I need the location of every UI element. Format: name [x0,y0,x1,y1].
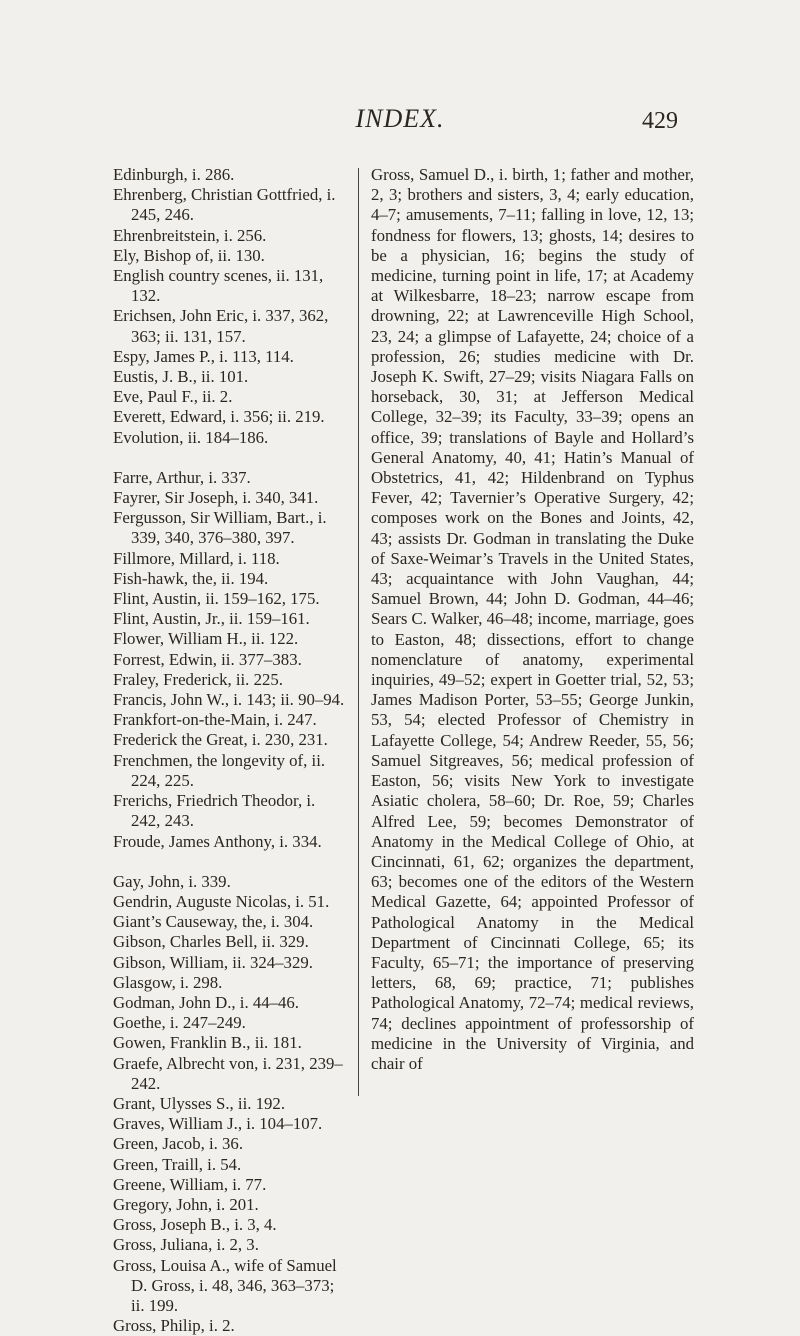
index-entry: Erichsen, John Eric, i. 337, 362, 363; ii. 131, 157. [113,306,329,346]
right-column [371,165,694,1074]
index-entry: Goethe, i. 247–249. [113,1013,246,1033]
index-entry: Fergusson, Sir William, Bart., i. 339, 340, 376–380, 397. [113,508,327,548]
index-entry: Gay, John, i. 339. [113,871,231,891]
index-entry: Fillmore, Millard, i. 118. [113,548,280,568]
index-entry: Eve, Paul F., ii. 2. [113,387,233,407]
index-entry: Graves, William J., i. 104–107. [113,1114,323,1134]
index-entry: Flower, William H., ii. 122. [113,629,299,649]
index-entry: Green, Jacob, i. 36. [113,1134,244,1154]
index-entry: Evolution, ii. 184–186. [113,427,269,447]
index-group-f [113,468,345,852]
index-entry: Francis, John W., i. 143; ii. 90–94. [113,690,345,710]
left-column [113,165,345,1336]
index-entry: Gregory, John, i. 201. [113,1194,259,1214]
index-entry: Ely, Bishop of, ii. 130. [113,245,265,265]
group-gap [113,448,345,468]
index-entry: Gowen, Franklin B., ii. 181. [113,1033,302,1053]
index-entry: Gross, Louisa A., wife of Samuel D. Gross, i. 48, 346, 363–373; ii. 199. [113,1255,337,1315]
index-entry: Gross, Joseph B., i. 3, 4. [113,1215,277,1235]
gross-samuel-entry: Gross, Samuel D., i. birth, 1; father and mother, 2, 3; brothers and sisters, 3, 4; early education, 4–7; amusements, 7–11; falling in love, 12, 13; fondness for flowers, 13; ghosts, 14; desires to be a physician, 16; begins the study of medicine, turning point in life, 17; at Academy at Wilkesbarre, 18–23; narrow escape from drowning, 22; at Lawrenceville High School, 23, 24; a glimpse of Lafayette, 24; choice of a profession, 26; studies medicine with Dr. Joseph K. Swift, 27–29; visits Niagara Falls on horseback, 30, 31; at Jefferson Medical College, 32–39; its Faculty, 33–39; opens an office, 39; translations of Bayle and Hollard’s General Anatomy, 40, 41; Hatin’s Manual of Obstetrics, 41, 42; Hildenbrand on Typhus Fever, 42; Tavernier’s Operative Surgery, 42; composes work on the Bones and Joints, 42, 43; assists Dr. Godman in translating the Duke of Saxe-Weimar’s Travels in the United States, 43; acquaintance with John Vaughan, 44; Samuel Brown, 44; John D. Godman, 44–46; Sears C. Walker, 46–48; income, marriage, goes to Easton, 48; dissections, effort to change nomenclature of anatomy, experimental inquiries, 49–52; expert in Goetter trial, 52, 53; James Madison Porter, 53–55; George Junkin, 53, 54; elected Professor of Chemistry in Lafayette College, 54; Andrew Reeder, 55, 56; Samuel Sitgreaves, 56; medical profession of Easton, 56; visits New York to investigate Asiatic cholera, 58–60; Dr. Roe, 59; Charles Alfred Lee, 59; becomes Demonstrator of Anatomy in the Medical College of Ohio, at Cincinnati, 61, 62; organizes the department, 63; becomes one of the editors of the Western Medical Gazette, 64; appointed Professor of Pathological Anatomy in the Medical Department of Cincinnati College, 65; its Faculty, 65–71; the importance of preserving letters, 68, 69; practice, 71; publishes Pathological Anatomy, 72–74; medical reviews, 74; declines appointment of professorship of medicine in the University of Virginia, and chair of [371,165,694,1073]
running-head: INDEX. [355,104,445,133]
index-entry: Frankfort-on-the-Main, i. 247. [113,710,317,730]
group-gap [113,852,345,872]
index-entry: Gross, Juliana, i. 2, 3. [113,1235,259,1255]
index-entry: Giant’s Causeway, the, i. 304. [113,912,314,932]
index-entry: Gibson, William, ii. 324–329. [113,952,313,972]
index-entry: Greene, William, i. 77. [113,1174,267,1194]
index-entry: Frenchmen, the longevity of, ii. 224, 225. [113,750,326,790]
index-entry: Everett, Edward, i. 356; ii. 219. [113,407,325,427]
index-entry: Espy, James P., i. 113, 114. [113,346,294,366]
index-entry: Ehrenbreitstein, i. 256. [113,225,267,245]
index-entry: Frerichs, Friedrich Theodor, i. 242, 243. [113,791,316,831]
index-entry: Gendrin, Auguste Nicolas, i. 51. [113,891,330,911]
index-entry: Flint, Austin, Jr., ii. 159–161. [113,609,310,629]
column-divider [358,168,359,1096]
index-entry: Frederick the Great, i. 230, 231. [113,730,328,750]
index-entry: Eustis, J. B., ii. 101. [113,367,249,387]
index-entry: Fraley, Frederick, ii. 225. [113,669,283,689]
index-entry: Farre, Arthur, i. 337. [113,467,251,487]
page-number: 429 [642,108,678,134]
index-entry: Fayrer, Sir Joseph, i. 340, 341. [113,488,319,508]
index-entry: Glasgow, i. 298. [113,972,223,992]
index-group-e [113,165,345,448]
index-entry: Edinburgh, i. 286. [113,165,235,184]
index-entry: Godman, John D., i. 44–46. [113,992,299,1012]
index-group-g [113,872,345,1336]
index-entry: English country scenes, ii. 131, 132. [113,266,324,306]
index-entry: Ehrenberg, Christian Gottfried, i. 245, 246. [113,185,336,225]
index-entry: Green, Traill, i. 54. [113,1154,242,1174]
index-entry: Graefe, Albrecht von, i. 231, 239–242. [113,1053,343,1093]
index-entry: Gross, Philip, i. 2. [113,1316,235,1336]
index-entry: Grant, Ulysses S., ii. 192. [113,1093,286,1113]
index-entry: Forrest, Edwin, ii. 377–383. [113,649,302,669]
index-entry: Fish-hawk, the, ii. 194. [113,568,269,588]
index-entry: Froude, James Anthony, i. 334. [113,831,322,851]
index-entry: Gibson, Charles Bell, ii. 329. [113,932,309,952]
index-entry: Flint, Austin, ii. 159–162, 175. [113,589,320,609]
